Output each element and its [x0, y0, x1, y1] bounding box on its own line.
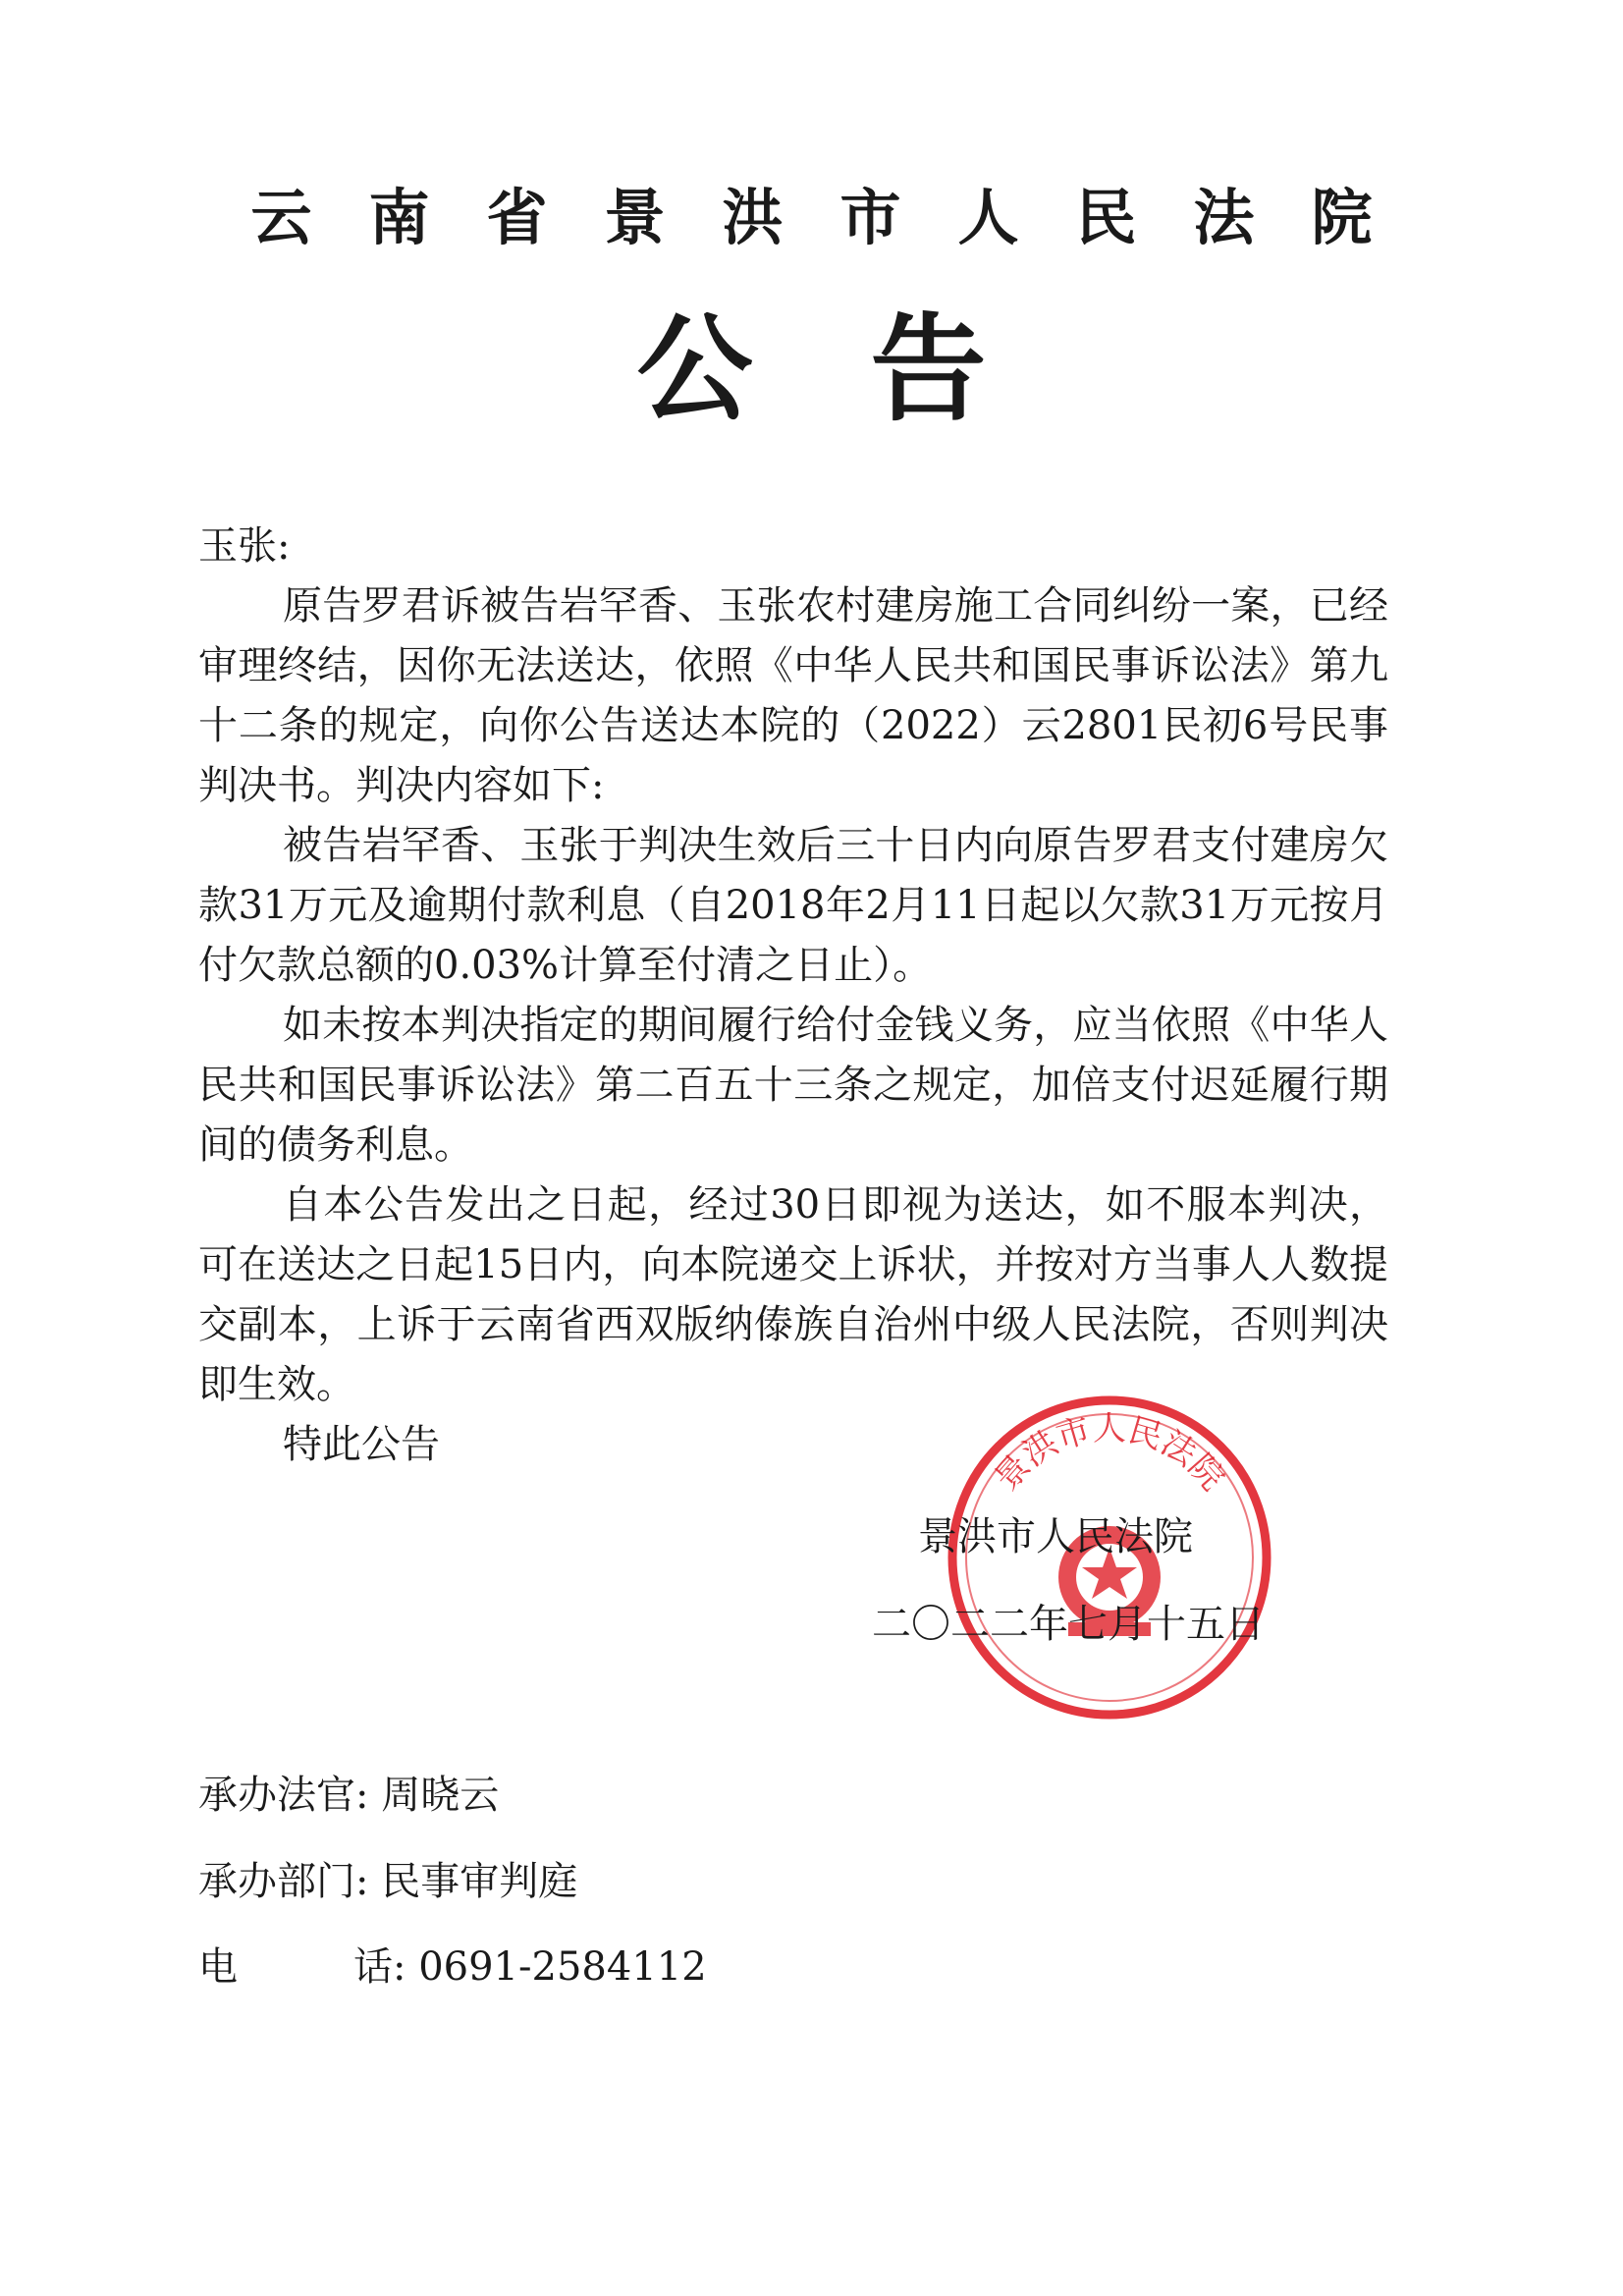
judge-label: 承办法官: — [198, 1773, 369, 1818]
seal-text: 景洪市人民法院 — [987, 1409, 1232, 1499]
paragraph-3: 如未按本判决指定的期间履行给付金钱义务，应当依照《中华人民共和国民事诉讼法》第二百五十三条之规定，加倍支付迟延履行期间的债务利息。 — [198, 1003, 1388, 1168]
signature-date: 二〇二二年七月十五日 — [872, 1602, 1265, 1647]
department-line — [198, 1854, 577, 1909]
phone-line — [198, 1940, 707, 1995]
notice-title: 公告 — [636, 301, 1105, 437]
phone-label-second: 话: — [353, 1944, 406, 1990]
judge-line — [198, 1768, 499, 1823]
phone-number: 0691-2584112 — [418, 1944, 707, 1990]
paragraph-4: 自本公告发出之日起，经过30日即视为送达，如不服本判决，可在送达之日起15日内，向本院递交上诉状，并按对方当事人人数提交副本，上诉于云南省西双版纳傣族自治州中级人民法院，否则判决即生效。 — [198, 1182, 1388, 1407]
paragraph-1: 原告罗君诉被告岩罕香、玉张农村建房施工合同纠纷一案，已经审理终结，因你无法送达，依照《中华人民共和国民事诉讼法》第九十二条的规定，向你公告送达本院的（2022）云2801民初6号民事判决书。判决内容如下: — [198, 583, 1388, 808]
signature-court: 景洪市人民法院 — [918, 1514, 1193, 1559]
judge-name: 周晓云 — [381, 1773, 500, 1818]
closing-line: 特此公告 — [283, 1422, 440, 1467]
court-name: 云南省景洪市人民法院 — [250, 182, 1430, 253]
addressee: 玉张: — [198, 523, 291, 569]
notice-body — [198, 517, 1388, 1475]
phone-label-first: 电 — [198, 1944, 238, 1990]
paragraph-2: 被告岩罕香、玉张于判决生效后三十日内向原告罗君支付建房欠款31万元及逾期付款利息（自2018年2月11日起以欠款31万元按月付欠款总额的0.03%计算至付清之日止）。 — [198, 823, 1388, 988]
department-name: 民事审判庭 — [381, 1859, 578, 1904]
department-label: 承办部门: — [198, 1859, 369, 1904]
